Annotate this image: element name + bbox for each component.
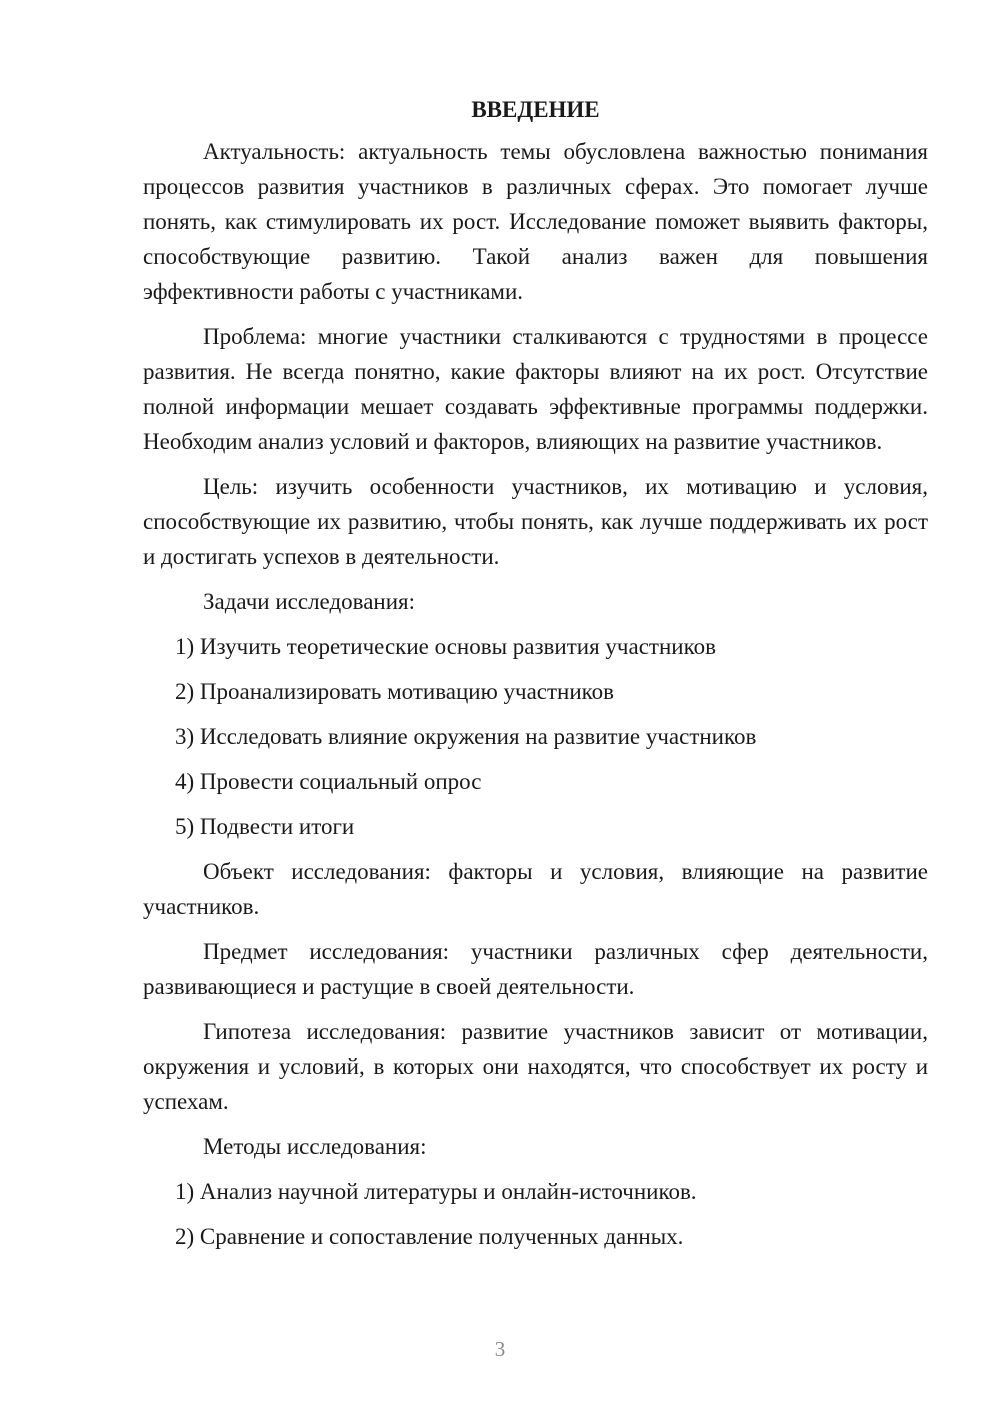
list-item: 1) Анализ научной литературы и онлайн-источников. [175,1179,697,1204]
list-item: 2) Проанализировать мотивацию участников [175,679,615,704]
methods-list [143,1174,928,1254]
goal-paragraph: Цель: изучить особенности участников, их мотивацию и условия, способствующие их развитию, чтобы понять, как лучше поддерживать их рост и достигать успехов в деятельности. [143,474,928,569]
methods-heading: Методы исследования: [203,1134,427,1159]
hypothesis-paragraph: Гипотеза исследования: развитие участников зависит от мотивации, окружения и условий, в которых они находятся, что способствует их росту и успехам. [143,1019,928,1114]
list-item: 3) Исследовать влияние окружения на развитие участников [175,724,757,749]
problem-paragraph: Проблема: многие участники сталкиваются с трудностями в процессе развития. Не всегда понятно, какие факторы влияют на их рост. Отсутствие полной информации мешает создавать эффективные программы поддержки. Необходим анализ условий и факторов, влияющих на развитие участников. [143,324,928,454]
relevance-paragraph: Актуальность: актуальность темы обусловлена важностью понимания процессов развития участников в различных сферах. Это помогает лучше понять, как стимулировать их рост. Исследование поможет выявить факторы, способствующие развитию. Такой анализ важен для повышения эффективности работы с участниками. [143,139,928,304]
object-paragraph: Объект исследования: факторы и условия, влияющие на развитие участников. [143,859,928,919]
list-item: 2) Сравнение и сопоставление полученных данных. [175,1224,684,1249]
list-item: 4) Провести социальный опрос [175,769,482,794]
tasks-list [143,629,928,844]
page-number: 3 [494,1337,506,1361]
list-item: 5) Подвести итоги [175,814,355,839]
page-title: ВВЕДЕНИЕ [471,97,600,122]
list-item: 1) Изучить теоретические основы развития участников [175,634,716,659]
subject-paragraph: Предмет исследования: участники различных сфер деятельности, развивающиеся и растущие в своей деятельности. [143,939,928,999]
tasks-heading: Задачи исследования: [203,589,416,614]
document-body [143,92,928,1264]
